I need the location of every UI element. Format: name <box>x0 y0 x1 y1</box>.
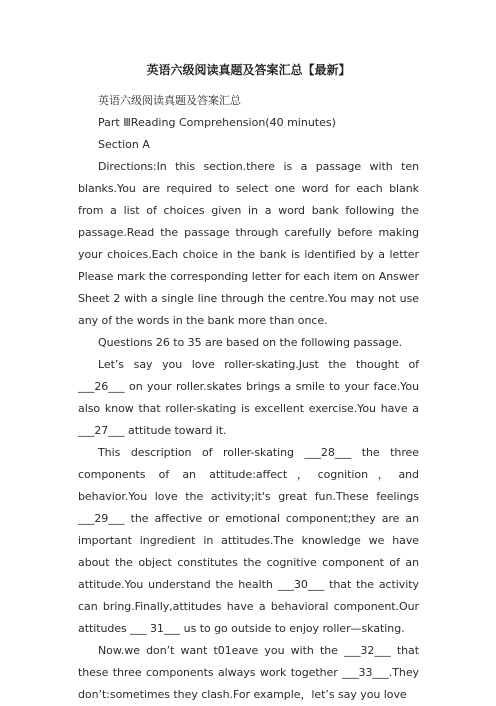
questions-intro: Questions 26 to 35 are based on the following passage. <box>98 336 403 349</box>
passage-paragraph-3: Now.we don’t want t01eave you with the ___32___ that these three components always work together ___33___.They don’t:sometimes they clash.For example，let’s say you love <box>78 644 419 701</box>
passage-paragraph-2: This description of roller-skating ___28___ the three components of an attitude:affect，cognition，and behavior.You love the activity;it's great fun.These feelings ___29___ the affective or emotional component;they are an important ingredient in attitudes.The knowledge we have about the object constitutes the cognitive component of an attitude.You understand the health ___30___ that the activity can bring.Finally,attitudes have a behavioral component.Our attitudes ___ 31___ us to go outside to enjoy roller—skating. <box>78 446 419 635</box>
part-heading: Part ⅢReading Comprehension(40 minutes) <box>98 116 336 129</box>
document-subtitle: 英语六级阅读真题及答案汇总 <box>98 94 241 107</box>
document-title: 英语六级阅读真题及答案汇总【最新】 <box>146 63 351 77</box>
directions-paragraph: Directions:In this section.there is a passage with ten blanks.You are required to select one word for each blank from a list of choices given in a word bank following the passage.Read the passage through carefully before making your choices.Each choice in the bank is identified by a letter Please mark the corresponding letter for each item on Answer Sheet 2 with a single line through the centre.You may not use any of the words in the bank more than once. <box>78 160 419 327</box>
section-heading: Section A <box>98 138 150 151</box>
passage-paragraph-1: Let’s say you love roller-skating.Just the thought of ___26___ on your roller.skates brings a smile to your face.You also know that roller-skating is excellent exercise.You have a ___27___ attitude toward it. <box>78 358 419 437</box>
